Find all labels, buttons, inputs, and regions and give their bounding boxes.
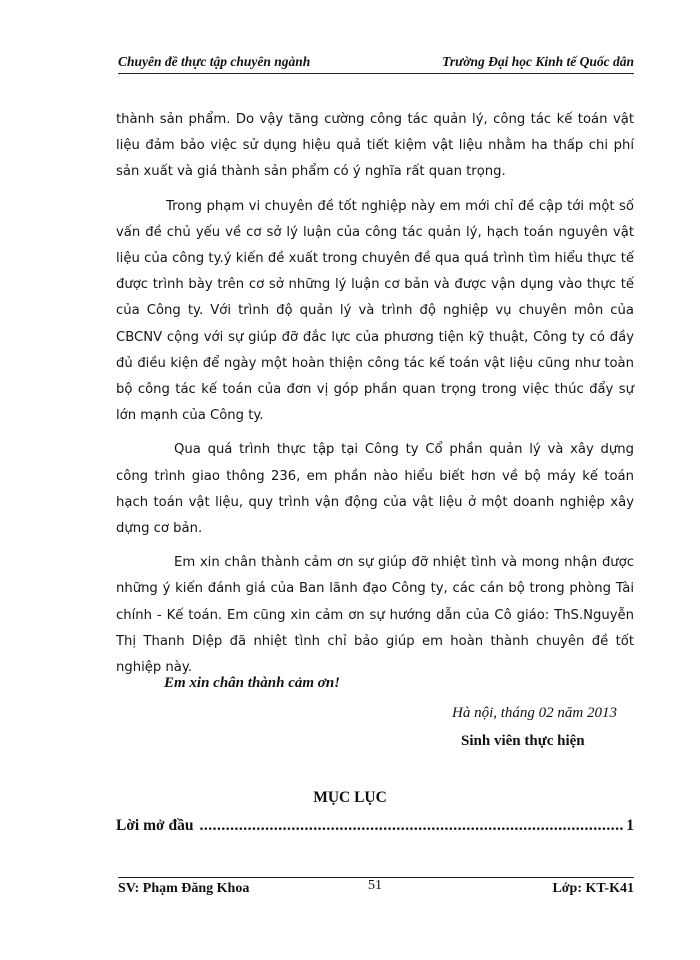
toc-entry-page: 1 [626, 817, 634, 834]
toc-title: MỤC LỤC [313, 789, 387, 806]
closing-thanks: Em xin chân thành cảm ơn! [164, 675, 341, 691]
page-header [118, 54, 634, 74]
page-footer [118, 877, 634, 897]
header-right-title: Trường Đại học Kinh tế Quốc dân [442, 54, 634, 69]
student-label: Sinh viên thực hiện [461, 733, 585, 749]
toc-leader-dots [199, 817, 624, 835]
paragraph-1: thành sản phẩm. Do vậy tăng cường công tác quản lý, công tác kế toán vật liệu đảm bảo việc sử dụng hiệu quả tiết kiệm vật liệu nhằm ha thấp chi phí sản xuất và giá thành sản phẩm có ý nghĩa rất quan trọng. [116, 112, 634, 180]
footer-student: SV: Phạm Đăng Khoa [118, 881, 250, 896]
toc-entry-label: Lời mở đầu [116, 817, 194, 834]
footer-page-number: 51 [368, 878, 382, 893]
paragraph-2: Trong phạm vi chuyên đề tốt nghiệp này em mới chỉ đề cập tới một số vấn đề chủ yếu về cơ sở lý luận của công tác quản lý, hạch toán nguyên vật liệu của công ty.ý kiến đề xuất trong chuyên đề qua quá trình tìm hiểu thực tế được trình bày trên cơ sở những lý luận cơ bản và được vận dụng vào thực tế của Công ty. Với trình độ quản lý và trình độ nghiệp vụ chuyên môn của CBCNV cộng với sự giúp đỡ đắc lực của phương tiện kỹ thuật, Công ty có đầy đủ điều kiện để ngày một hoàn thiện công tác kế toán vật liệu cũng như toàn bộ công tác kế toán của đơn vị góp phần quan trọng trong việc thúc đẩy sự lớn mạnh của Công ty. [116, 198, 634, 424]
paragraph-3: Qua quá trình thực tập tại Công ty Cổ phần quản lý và xây dựng công trình giao thông 236, em phần nào hiểu biết hơn về bộ máy kế toán hạch toán vật liệu, quy trình vận động của vật liệu ở một doanh nghiệp xây dựng cơ bản. [116, 442, 634, 537]
closing-date: Hà nội, tháng 02 năm 2013 [452, 705, 617, 721]
body-text [116, 107, 634, 681]
toc-entry[interactable] [116, 817, 634, 835]
header-left-title: Chuyên đề thực tập chuyên ngành [118, 54, 311, 69]
footer-class: Lớp: KT-K41 [552, 881, 634, 896]
paragraph-4: Em xin chân thành cảm ơn sự giúp đỡ nhiệt tình và mong nhận được những ý kiến đánh giá của Ban lãnh đạo Công ty, các cán bộ trong phòng Tài chính - Kế toán. Em cũng xin cảm ơn sự hướng dẫn của Cô giáo: ThS.Nguyễn Thị Thanh Diệp đã nhiệt tình chỉ bảo giúp em hoàn thành chuyên đề tốt nghiệp này. [116, 555, 634, 676]
